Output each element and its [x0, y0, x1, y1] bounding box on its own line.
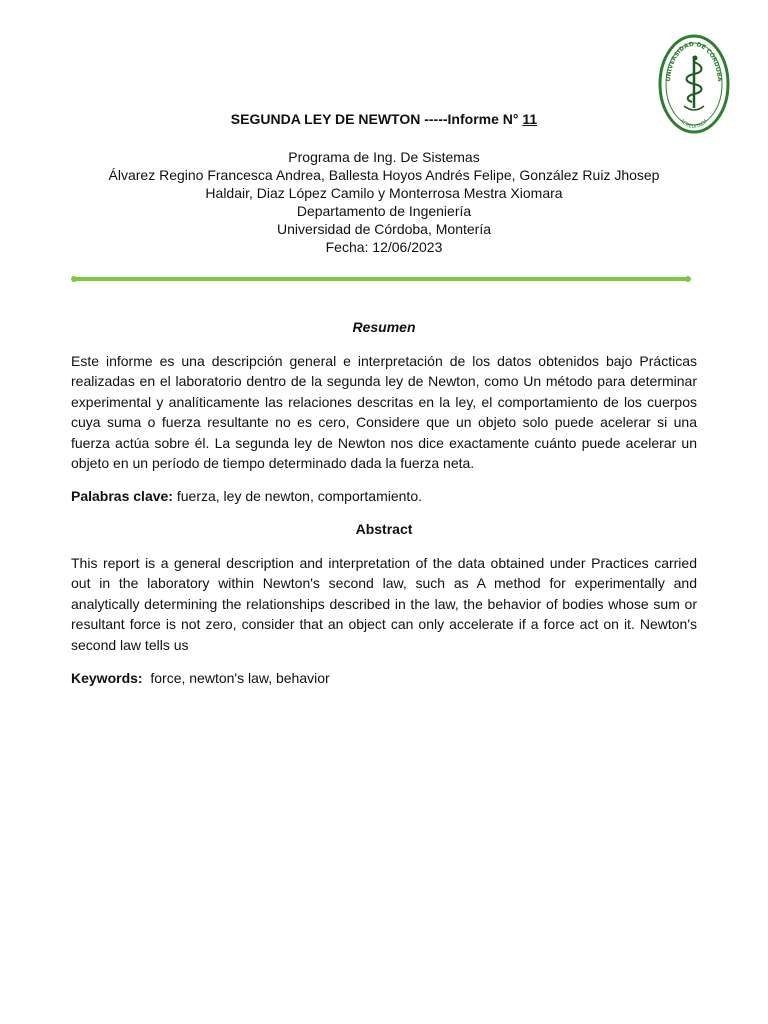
palabras-clave-value: fuerza, ley de newton, comportamiento.: [176, 487, 422, 504]
document-body: [71, 317, 697, 689]
document-title: [71, 110, 697, 128]
palabras-clave: [71, 486, 697, 507]
program-line: Programa de Ing. De Sistemas: [288, 149, 480, 165]
abstract-heading: Abstract: [355, 521, 413, 537]
seal-text-bottom: ACREDITADA: [678, 118, 710, 131]
keywords-label: Keywords:: [71, 670, 143, 686]
keywords-value: force, newton's law, behavior: [150, 670, 330, 686]
document-header: [71, 110, 697, 256]
authors-line-1: Álvarez Regino Francesca Andrea, Ballesta Hoyos Andrés Felipe, González Ruiz Jhosep: [108, 167, 660, 183]
report-number: 11: [522, 111, 538, 127]
resumen-paragraph: Este informe es una descripción general e interpretación de los datos obtenidos bajo Prácticas realizadas en el laboratorio dentro de la segunda ley de Newton, como Un método para determinar experimental y analíticamente las relaciones descritas en la ley, el comportamiento de los cuerpos cuya suma o fuerza resultante no es cero, Considere que un objeto solo puede acelerar si una fuerza actúa sobre él. La segunda ley de Newton nos dice exactamente cuánto puede acelerar un objeto en un período de tiempo determinado dada la fuerza neta.: [71, 352, 697, 471]
department-line: Departamento de Ingeniería: [296, 203, 472, 219]
university-line: Universidad de Córdoba, Montería: [276, 221, 491, 237]
authors-line-2: Haldair, Diaz López Camilo y Monterrosa Mestra Xiomara: [205, 185, 563, 201]
resumen-heading: Resumen: [352, 319, 416, 335]
palabras-clave-label: Palabras clave:: [71, 487, 173, 504]
abstract-paragraph: This report is a general description and interpretation of the data obtained under Practices carried out in the laboratory within Newton's second law, such as A method for experimentally and analytically determining the relationships described in the law, the behavior of bodies whose sum or resultant force is not zero, consider that an object can only accelerate if a force act on it. Newton's second law tells us: [71, 554, 697, 653]
divider-line: [71, 276, 691, 282]
title-text: SEGUNDA LEY DE NEWTON -----Informe N°: [230, 111, 519, 127]
seal-text-top: UNIVERSIDAD DE CÓRDOBA: [665, 40, 723, 82]
keywords: [71, 668, 697, 689]
date-line: Fecha: 12/06/2023: [325, 239, 443, 255]
